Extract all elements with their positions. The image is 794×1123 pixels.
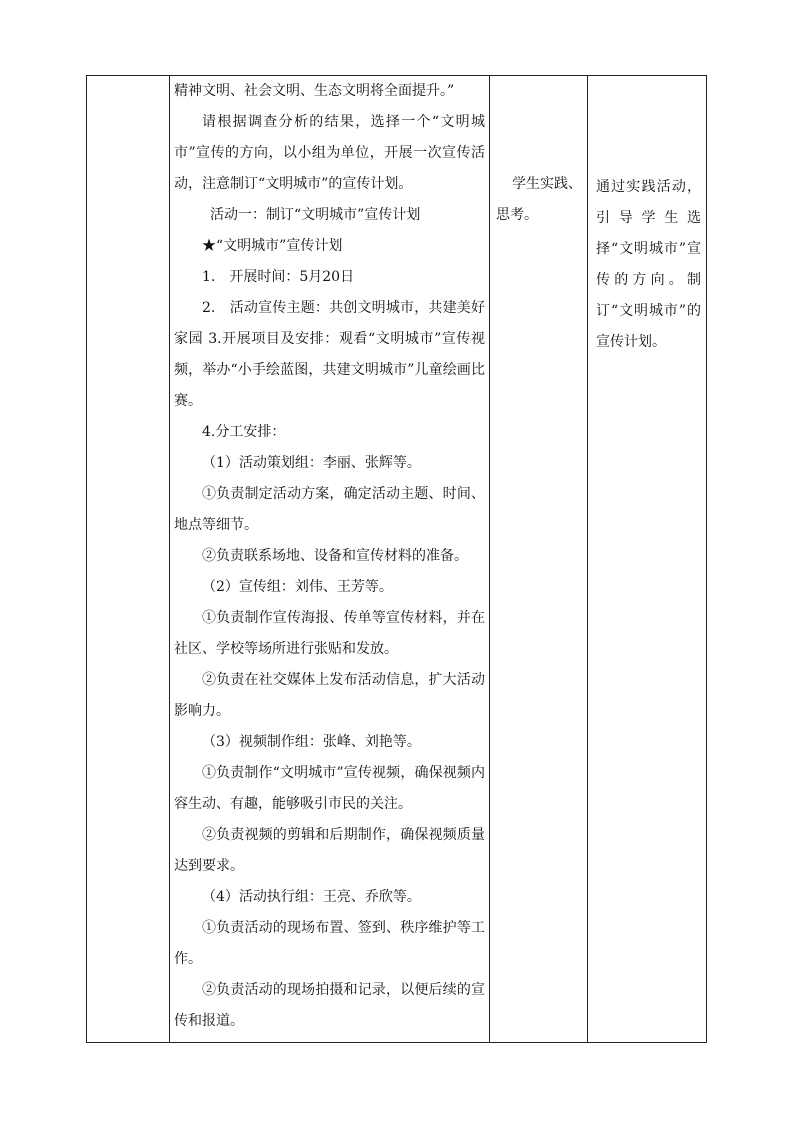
content-paragraph: ②负责视频的剪辑和后期制作，确保视频质量达到要求。 <box>174 827 485 874</box>
content-paragraph: 4.分工安排： <box>202 424 286 440</box>
plan-title: ★“文明城市”宣传计划 <box>202 238 343 254</box>
group-heading: （1）活动策划组：李丽、张辉等。 <box>202 455 421 471</box>
student-activity-text: 学生实践、思考。 <box>496 176 582 223</box>
content-paragraph: 1. 开展时间：5月20日 <box>202 269 355 285</box>
content-paragraph: 请根据调查分析的结果，选择一个“文明城市”宣传的方向，以小组为单位，开展一次宣传活动，注意制订“文明城市”的宣传计划。 <box>174 114 485 192</box>
student-activity-cell <box>490 76 588 1042</box>
content-paragraph: 2. 活动宣传主题：共创文明城市，共建美好家园 3.开展项目及安排：观看“文明城市”宣传视频，举办“小手绘蓝图，共建文明城市”儿童绘画比赛。 <box>174 300 485 409</box>
content-paragraph: ①负责活动的现场布置、签到、秩序维护等工作。 <box>174 920 485 967</box>
teaching-content-cell <box>170 76 490 1042</box>
lesson-table <box>86 75 707 1043</box>
design-intent-cell <box>588 76 707 1042</box>
content-paragraph: ②负责在社交媒体上发布活动信息，扩大活动影响力。 <box>174 672 485 719</box>
content-paragraph: ②负责联系场地、设备和宣传材料的准备。 <box>202 548 468 564</box>
group-heading: （4）活动执行组：王亮、乔欣等。 <box>202 889 421 905</box>
activity-heading: 活动一：制订“文明城市”宣传计划 <box>210 207 421 223</box>
content-paragraph: ①负责制作“文明城市”宣传视频，确保视频内容生动、有趣，能够吸引市民的关注。 <box>174 765 485 812</box>
content-paragraph: ②负责活动的现场拍摄和记录，以便后续的宣传和报道。 <box>174 982 485 1029</box>
group-heading: （2）宣传组：刘伟、王芳等。 <box>202 579 393 595</box>
content-paragraph: ①负责制定活动方案，确定活动主题、时间、地点等细节。 <box>174 486 485 533</box>
group-heading: （3）视频制作组：张峰、刘艳等。 <box>202 734 421 750</box>
design-intent-text: 通过实践活动，引导学生选择“文明城市”宣传的方向。制订“文明城市”的宣传计划。 <box>596 179 701 350</box>
content-paragraph: ①负责制作宣传海报、传单等宣传材料，并在社区、学校等场所进行张贴和发放。 <box>174 610 485 657</box>
content-paragraph: 精神文明、社会文明、生态文明将全面提升。” <box>174 83 455 99</box>
